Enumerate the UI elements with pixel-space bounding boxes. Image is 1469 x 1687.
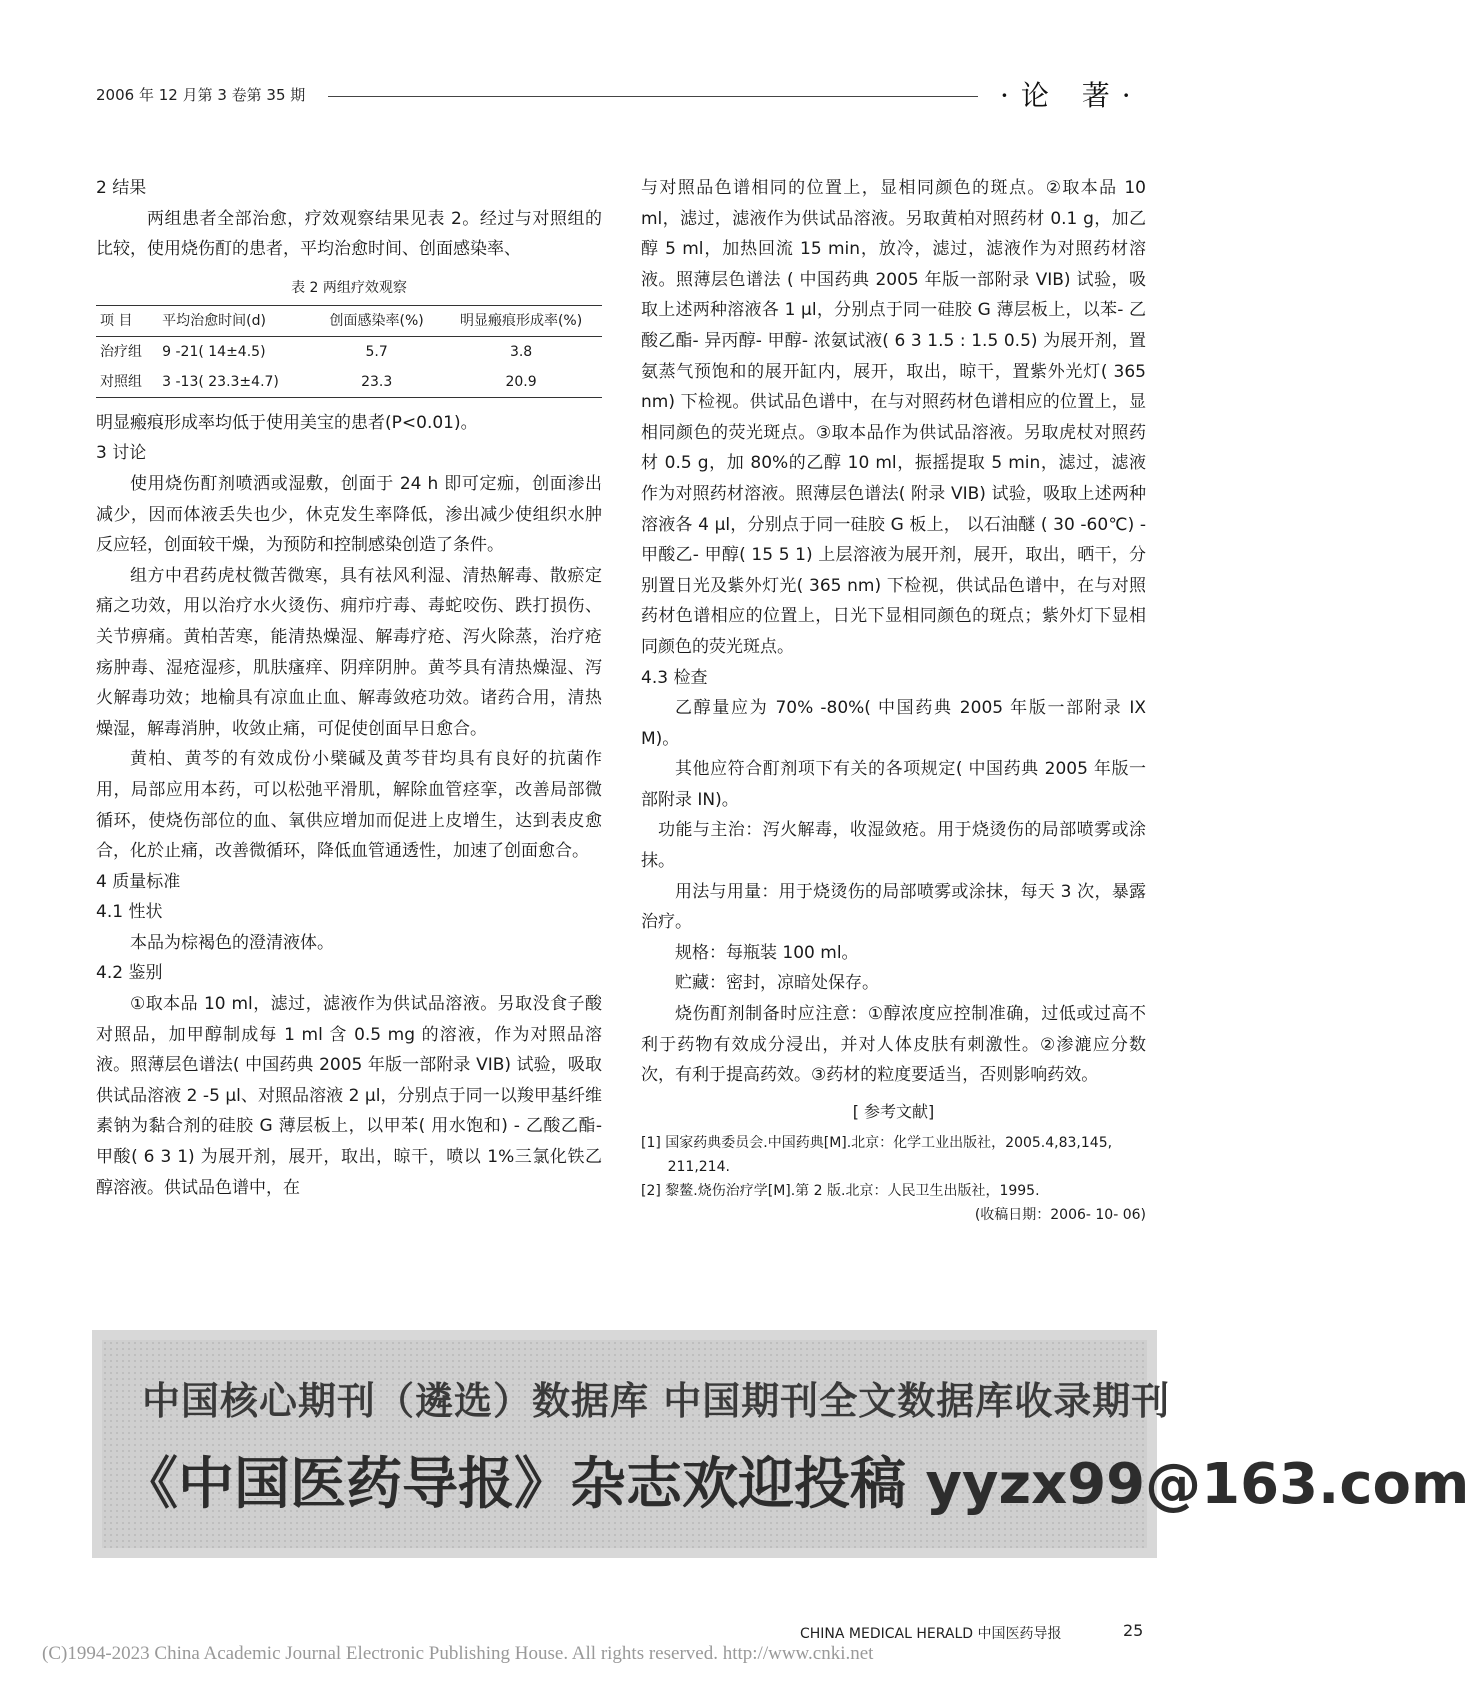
right-column (641, 173, 1146, 1227)
table-row (96, 336, 602, 367)
results-table (96, 305, 602, 398)
section-2-paragraph: 两组患者全部治愈，疗效观察结果见表 2。经过与对照组的比较，使用烧伤酊的患者，平均治愈时间、创面感染率、 (96, 208, 602, 260)
spec-paragraph: 规格：每瓶装 100 ml。 (675, 942, 859, 963)
table-cell: 9 -21( 14±4.5) (162, 343, 266, 360)
issue-date: 2006 年 12 月第 3 卷第 35 期 (96, 86, 306, 104)
advertisement-banner (92, 1330, 1469, 1558)
table-title: 表 2 两组疗效观察 (291, 279, 407, 296)
header-rule (328, 96, 978, 97)
inspection-paragraph: 其他应符合酊剂项下有关的各项规定( 中国药典 2005 年版一部附录 IN)。 (641, 759, 1146, 810)
discussion-paragraph: 使用烧伤酊剂喷洒或湿敷，创面于 24 h 即可定痂，创面渗出减少，因而体液丢失也少，休克发生率降低，渗出减少使组织水肿反应轻，创面较干燥，为预防和控制感染创造了条件。 (96, 473, 602, 556)
section-label: ·论 著· (1000, 79, 1143, 112)
section-4-1-heading: 4.1 性状 (96, 902, 163, 923)
page-number: 25 (1123, 1621, 1144, 1640)
reference-item: [2] 黎鳌.烧伤治疗学[M].第 2 版.北京：人民卫生出版社，1995. (641, 1183, 1040, 1200)
appearance-paragraph: 本品为棕褐色的澄清液体。 (130, 932, 334, 953)
references-title: [ 参考文献] (852, 1101, 935, 1121)
table-2 (96, 277, 602, 398)
left-column (96, 173, 602, 1203)
copyright-watermark: (C)1994-2023 China Academic Journal Electronic Publishing House. All rights reserved. http://www.cnki.net (42, 1643, 874, 1664)
note-paragraph: 烧伤酊剂制备时应注意：①醇浓度应控制准确，过低或过高不利于药物有效成分浸出，并对人体皮肤有刺激性。②渗漉应分数次，有利于提高药效。③药材的粒度要适当，否则影响药效。 (641, 1004, 1146, 1086)
section-4-2-heading: 4.2 鉴别 (96, 963, 163, 984)
table-cell: 3 -13( 23.3±4.7) (158, 367, 313, 398)
section-4-3-heading: 4.3 检查 (641, 667, 708, 688)
footer-journal-name: CHINA MEDICAL HERALD 中国医药导报 (800, 1626, 1062, 1642)
section-3-heading: 3 讨论 (96, 443, 147, 464)
table-cell: 对照组 (96, 367, 158, 398)
inspection-paragraph: 乙醇量应为 70% -80%( 中国药典 2005 年版一部附录 IX M)。 (641, 698, 1146, 749)
function-paragraph: 功能与主治：泻火解毒，收湿敛疮。用于烧烫伤的局部喷雾或涂抹。 (641, 820, 1146, 872)
usage-paragraph: 用法与用量：用于烧烫伤的局部喷雾或涂抹，每天 3 次，暴露治疗。 (641, 881, 1146, 933)
table-header-cell: 平均治愈时间(d) (158, 305, 313, 336)
table-cell: 20.9 (440, 367, 602, 398)
discussion-paragraph: 组方中君药虎杖微苦微寒，具有祛风利湿、清热解毒、散瘀定痛之功效，用以治疗水火烫伤、痈疖疔毒、毒蛇咬伤、跌打损伤、关节痹痛。黄柏苦寒，能清热燥湿、解毒疗疮、泻火除蒸，治疗疮疡肿毒、湿疮湿疹，肌肤瘙痒、阴痒阴肿。黄芩具有清热燥湿、泻火解毒功效；地榆具有凉血止血、解毒敛疮功效。诸药合用，清热燥湿，解毒消肿，收敛止痛，可促使创面早日愈合。 (96, 565, 602, 739)
section-4-heading: 4 质量标准 (96, 871, 181, 892)
storage-paragraph: 贮藏：密封，凉暗处保存。 (675, 973, 879, 994)
identification-paragraph-cont: 与对照品色谱相同的位置上，显相同颜色的斑点。②取本品 10 ml，滤过，滤液作为供试品溶液。另取黄柏对照药材 0.1 g，加乙醇 5 ml，加热回流 15 min，放冷，滤过，滤液作为对照药材溶液。照薄层色谱法 ( 中国药典 2005 年版一部附录 VIB) 试验，吸取上述两种溶液各 1 μl，分别点于同一硅胶 G 薄层板上，以苯- 乙酸乙酯- 异丙醇- 甲醇- 浓氨试液( 6 3 1.5 : 1.5 0.5) 为展开剂，置氨蒸气预饱和的展开缸内，展开，取出，晾干，置紫外光灯( 365 nm) 下检视。供试品色谱中，在与对照药材色谱相应的位置上，显相同颜色的荧光斑点。③取本品作为供试品溶液。另取虎杖对照药材 0.5 g，加 80%的乙醇 10 ml，振摇提取 5 min，滤过，滤液作为对照药材溶液。照薄层色谱法( 附录 VIB) 试验，吸取上述两种溶液各 4 μl，分别点于同一硅胶 G 板上， 以石油醚 ( 30 -60℃) - 甲酸乙- 甲醇( 15 5 1) 上层溶液为展开剂，展开，取出，晒干，分别置日光及紫外灯光( 365 nm) 下检视，供试品色谱中，在与对照药材色谱相应的位置上，日光下显相同颜色的斑点；紫外灯下显相同颜色的荧光斑点。 (641, 178, 1146, 657)
table-header-cell: 项 目 (96, 305, 158, 336)
identification-paragraph: ①取本品 10 ml，滤过，滤液作为供试品溶液。另取没食子酸对照品，加甲醇制成每 1 ml 含 0.5 mg 的溶液，作为对照品溶液。照薄层色谱法( 中国药典 2005 年版一部附录 VIB) 试验，吸取供试品溶液 2 -5 μl、对照品溶液 2 μl，分别点于同一以羧甲基纤维素钠为黏合剂的硅胶 G 薄层板上，以甲苯( 用水饱和) - 乙酸乙酯- 甲酸( 6 3 1) 为展开剂，展开，取出，晾干，喷以 1%三氯化铁乙醇溶液。供试品色谱中，在 (96, 994, 602, 1198)
banner-line-2: 《中国医药导报》杂志欢迎投稿 yyzx99@163.com (122, 1452, 1469, 1517)
table-cell: 3.8 (509, 343, 533, 360)
table-cell: 治疗组 (100, 343, 142, 360)
section-2-paragraph-cont: 明显瘢痕形成率均低于使用美宝的患者(P<0.01)。 (96, 412, 478, 433)
reference-item: [1] 国家药典委员会.中国药典[M].北京：化学工业出版社，2005.4,83,145, 211,214. (641, 1135, 1113, 1176)
table-header-row (96, 305, 602, 336)
discussion-paragraph: 黄柏、黄芩的有效成份小檗碱及黄芩苷均具有良好的抗菌作用，局部应用本药，可以松弛平滑肌，解除血管痉挛，改善局部微循环，使烧伤部位的血、氧供应增加而促进上皮增生，达到表皮愈合，化於止痛，改善微循环，降低血管通透性，加速了创面愈合。 (96, 749, 602, 862)
table-row (96, 367, 602, 398)
table-cell: 23.3 (313, 367, 440, 398)
section-2-heading: 2 结果 (96, 178, 147, 198)
table-cell: 5.7 (365, 343, 388, 360)
received-date: (收稿日期：2006- 10- 06) (974, 1207, 1146, 1224)
banner-line-1: 中国核心期刊（遴选）数据库 中国期刊全文数据库收录期刊 (142, 1379, 1171, 1423)
table-header-cell: 创面感染率(%) (313, 305, 440, 336)
table-header-cell: 明显瘢痕形成率(%) (440, 305, 602, 336)
